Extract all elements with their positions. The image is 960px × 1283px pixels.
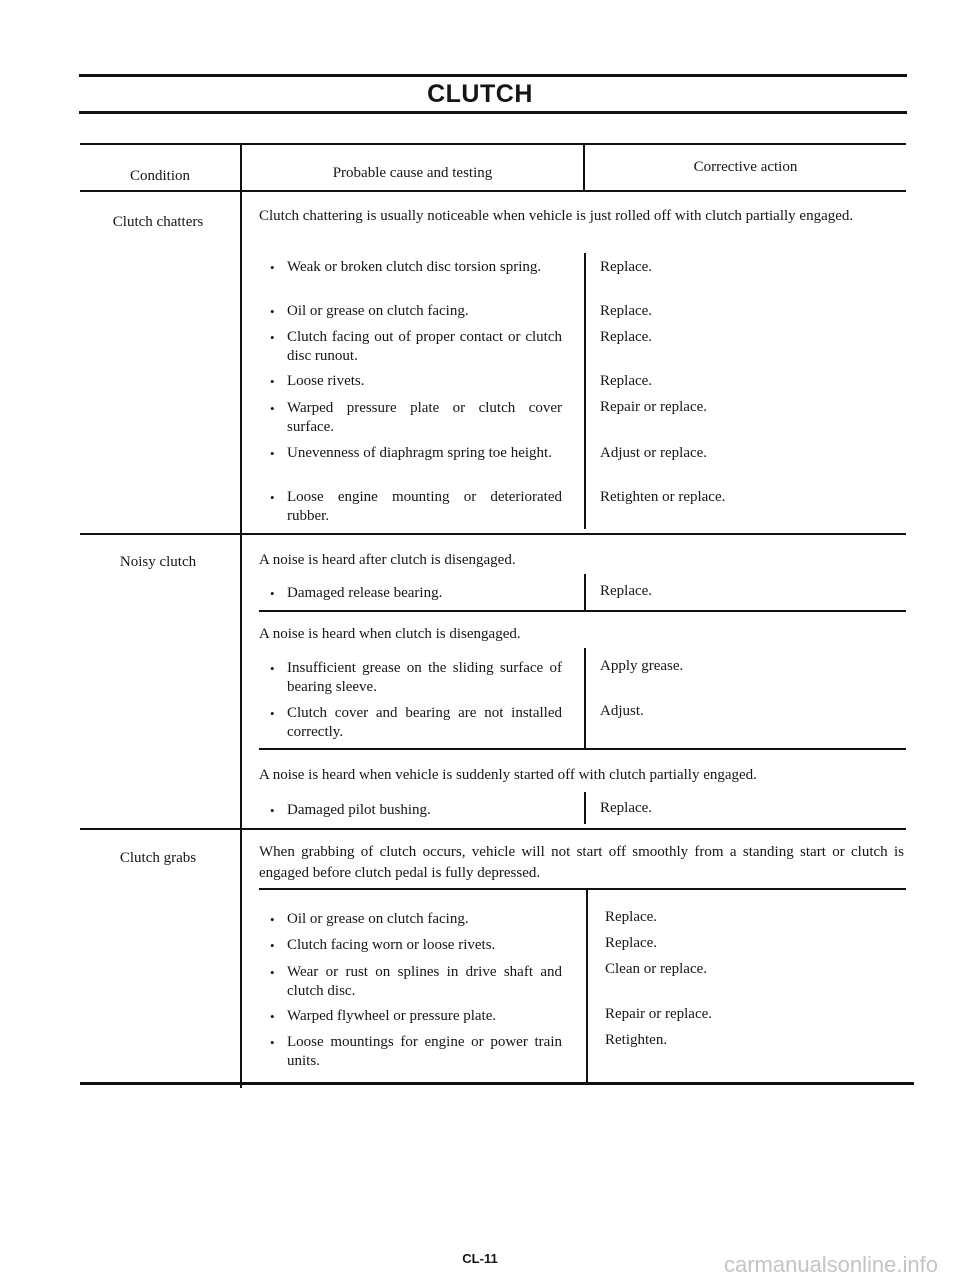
condition-grabs: Clutch grabs <box>119 850 197 866</box>
header-cause: Probable cause and testing <box>332 165 493 181</box>
action-item: Repair or replace. <box>605 1006 713 1022</box>
cause-item <box>270 488 562 526</box>
cause-item <box>270 1033 562 1071</box>
noisy-intro-2: A noise is heard when clutch is disengaged. <box>259 626 521 642</box>
cause-item <box>270 936 562 955</box>
noisy-divider-2 <box>584 648 586 748</box>
bullet-icon: • <box>270 661 275 676</box>
chatters-divider <box>584 253 586 529</box>
bullet-icon: • <box>270 706 275 721</box>
action-item: Retighten. <box>605 1032 668 1048</box>
row-rule <box>80 828 906 830</box>
cause-text: Clutch facing out of proper contact or clutch disc runout. <box>287 329 562 364</box>
cause-text: Clutch cover and bearing are not installed correctly. <box>287 705 562 740</box>
cause-item <box>270 801 562 820</box>
cause-item <box>270 659 562 697</box>
cause-text: Loose rivets. <box>287 373 365 389</box>
cause-text: Damaged release bearing. <box>287 585 443 601</box>
watermark: carmanualsonline.info <box>723 1252 938 1277</box>
cause-item <box>270 910 562 929</box>
grabs-divider <box>586 890 588 1084</box>
noisy-divider-1 <box>584 574 586 610</box>
action-item: Apply grease. <box>600 658 684 674</box>
cause-text: Insufficient grease on the sliding surface of bearing sleeve. <box>287 660 562 695</box>
header-condition: Condition <box>129 168 190 184</box>
cause-text: Unevenness of diaphragm spring toe height. <box>287 445 552 461</box>
cause-item <box>270 372 562 391</box>
page-number: CL-11 <box>462 1251 498 1266</box>
cause-text: Oil or grease on clutch facing. <box>287 303 469 319</box>
cause-text: Warped pressure plate or clutch cover surface. <box>287 400 562 435</box>
cause-text: Warped flywheel or pressure plate. <box>287 1008 497 1024</box>
bullet-icon: • <box>270 586 275 601</box>
bullet-icon: • <box>270 446 275 461</box>
bullet-icon: • <box>270 1009 275 1024</box>
sub-rule <box>259 610 906 612</box>
cause-item <box>270 399 562 437</box>
action-item: Replace. <box>605 909 658 925</box>
action-item: Replace. <box>605 935 658 951</box>
table-top-rule <box>80 143 906 145</box>
cause-text: Damaged pilot bushing. <box>287 802 431 818</box>
cause-text: Clutch facing worn or loose rivets. <box>287 937 496 953</box>
action-item: Replace. <box>600 303 653 319</box>
cause-item <box>270 704 562 742</box>
bullet-icon: • <box>270 401 275 416</box>
action-item: Replace. <box>600 329 653 345</box>
cause-item <box>270 302 562 321</box>
title-rule-top <box>79 74 907 77</box>
bullet-icon: • <box>270 304 275 319</box>
noisy-intro-3: A noise is heard when vehicle is suddenly started off with clutch partially engaged. <box>259 767 757 783</box>
header-bottom-rule <box>80 190 906 192</box>
action-item: Replace. <box>600 373 653 389</box>
action-item: Adjust. <box>600 703 644 719</box>
bullet-icon: • <box>270 965 275 980</box>
sub-rule <box>259 888 906 890</box>
bullet-icon: • <box>270 938 275 953</box>
cause-text: Loose engine mounting or deteriorated rubber. <box>287 489 562 524</box>
action-item: Adjust or replace. <box>600 445 708 461</box>
cause-item <box>270 258 562 277</box>
action-item: Repair or replace. <box>600 399 708 415</box>
cause-text: Oil or grease on clutch facing. <box>287 911 469 927</box>
action-item: Retighten or replace. <box>600 489 726 505</box>
bullet-icon: • <box>270 803 275 818</box>
bullet-icon: • <box>270 490 275 505</box>
col-divider-1 <box>240 143 242 1088</box>
condition-chatters: Clutch chatters <box>112 214 204 230</box>
condition-noisy: Noisy clutch <box>119 554 197 570</box>
action-item: Replace. <box>600 583 653 599</box>
bullet-icon: • <box>270 330 275 345</box>
header-action: Corrective action <box>693 159 798 175</box>
action-item: Replace. <box>600 259 653 275</box>
bullet-icon: • <box>270 260 275 275</box>
cause-item <box>270 444 562 463</box>
bullet-icon: • <box>270 1035 275 1050</box>
title-rule-bottom <box>79 111 907 114</box>
chatters-intro: Clutch chattering is usually noticeable when vehicle is just rolled off with clutch partially engaged. <box>259 208 854 224</box>
noisy-divider-3 <box>584 792 586 824</box>
cause-text: Loose mountings for engine or power train units. <box>287 1034 562 1069</box>
row-rule <box>80 533 906 535</box>
action-item: Replace. <box>600 800 653 816</box>
page-title: CLUTCH <box>427 80 533 108</box>
grabs-intro: When grabbing of clutch occurs, vehicle will not start off smoothly from a standing start or clutch is engaged before clutch pedal is fully depressed. <box>259 844 904 881</box>
bullet-icon: • <box>270 912 275 927</box>
sub-rule <box>259 748 906 750</box>
noisy-intro-1: A noise is heard after clutch is disengaged. <box>259 552 516 568</box>
cause-item <box>270 328 562 366</box>
cause-text: Wear or rust on splines in drive shaft and clutch disc. <box>287 964 562 999</box>
cause-text: Weak or broken clutch disc torsion spring. <box>287 259 542 275</box>
cause-item <box>270 963 562 1001</box>
cause-item <box>270 1007 562 1026</box>
action-item: Clean or replace. <box>605 961 708 977</box>
bullet-icon: • <box>270 374 275 389</box>
cause-item <box>270 584 562 603</box>
table-bottom-rule <box>80 1082 914 1085</box>
